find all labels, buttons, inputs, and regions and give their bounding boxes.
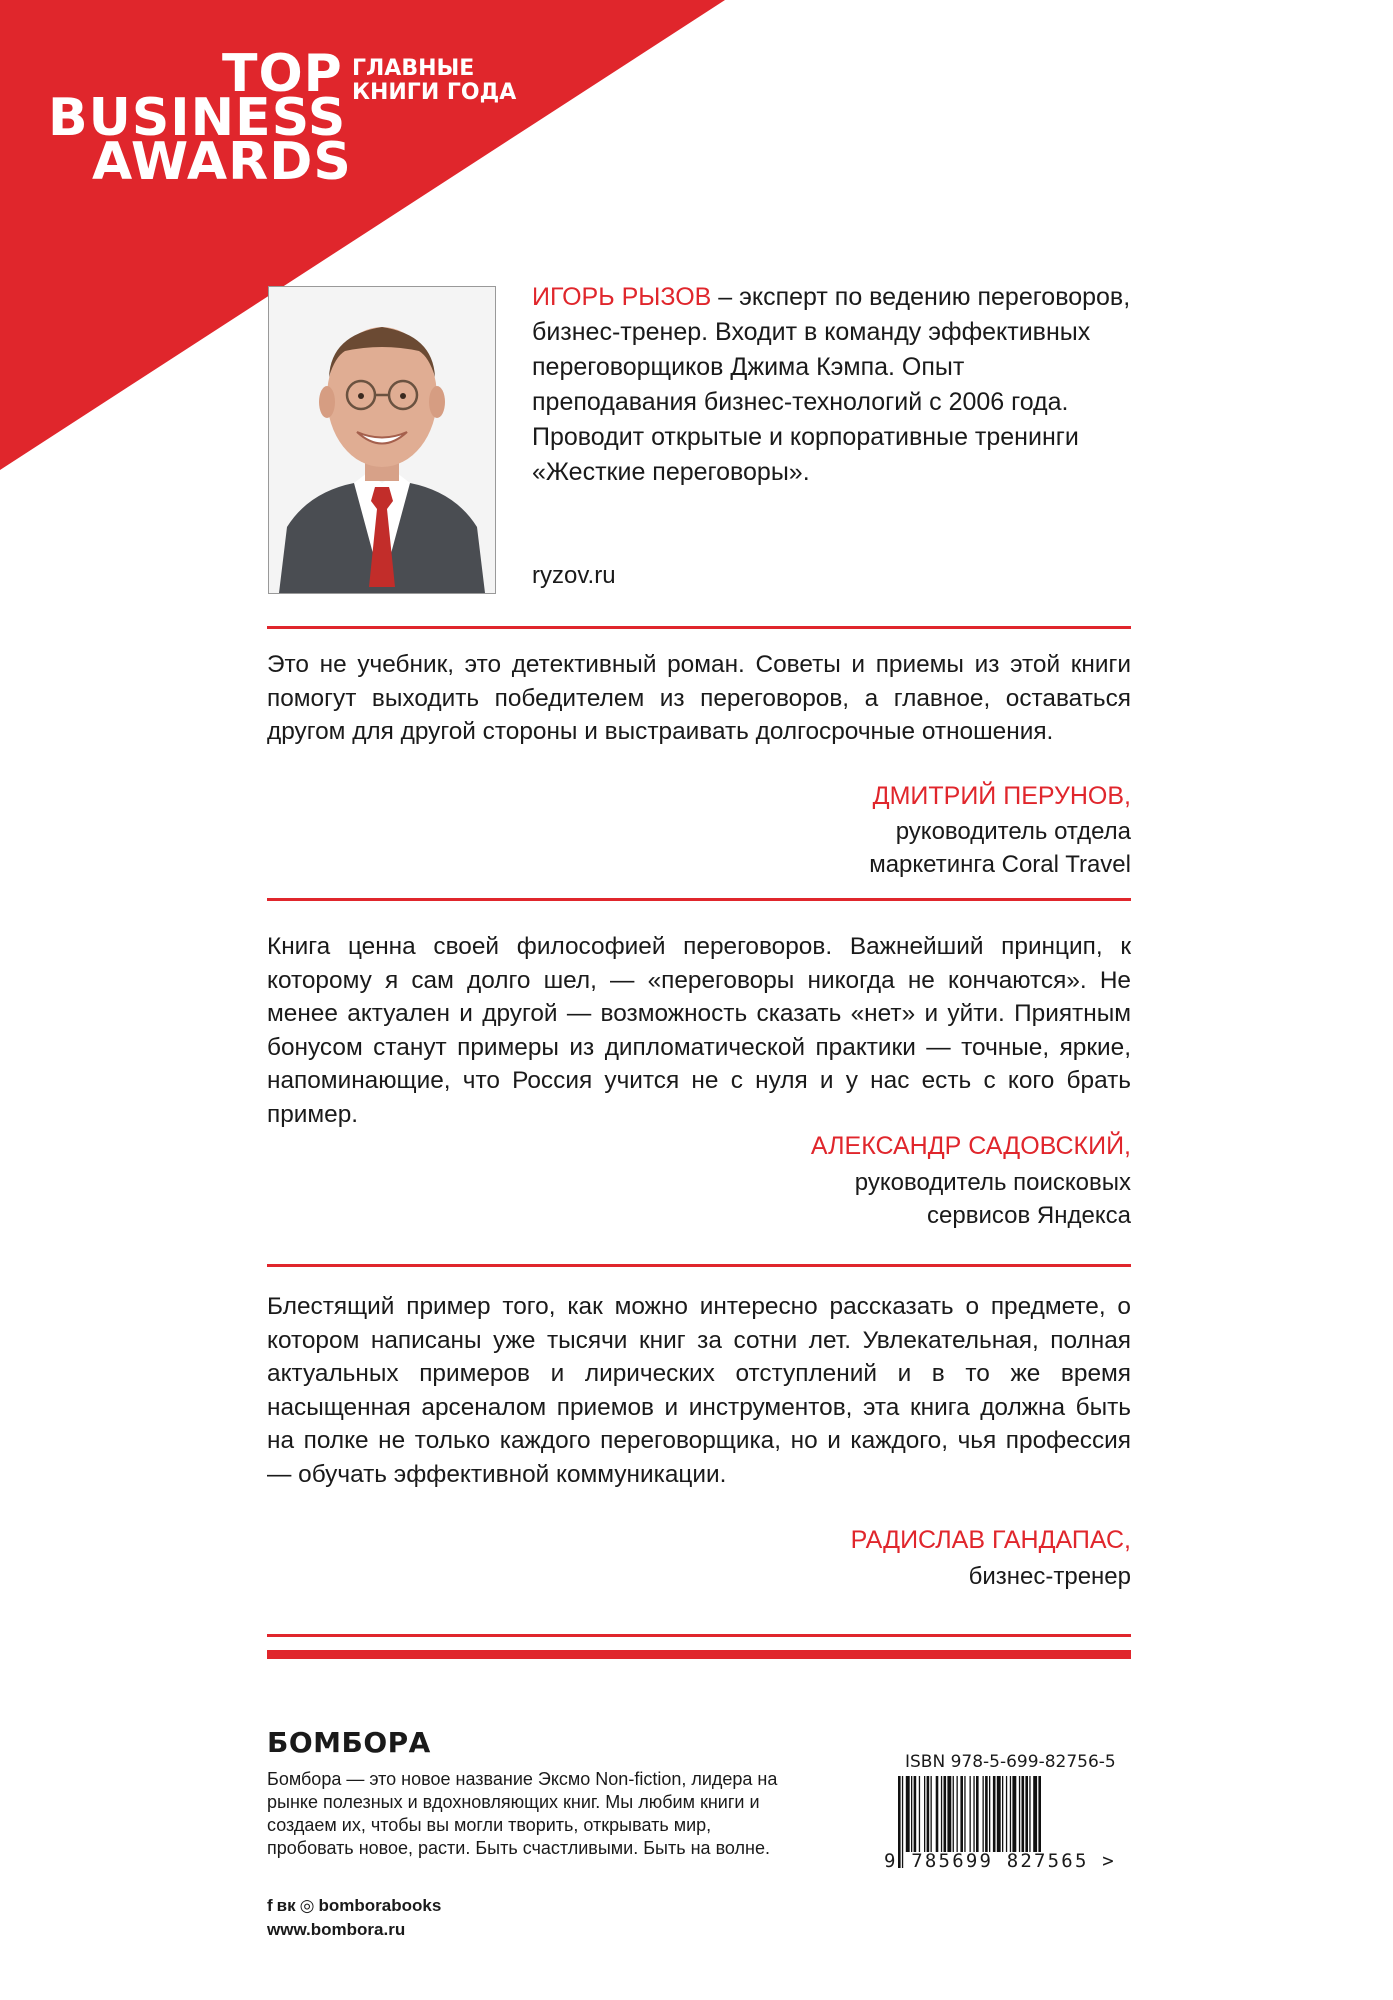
review-author-role: руководитель поисковых: [854, 1169, 1131, 1196]
review-author-name: ДМИТРИЙ ПЕРУНОВ,: [872, 782, 1131, 810]
instagram-icon[interactable]: ◎: [299, 1896, 315, 1915]
award-subtitle-line1: ГЛАВНЫЕ: [352, 56, 475, 81]
author-bio-text: – эксперт по ведению переговоров, бизнес-тренер. Входит в команду эффективных переговорщиков Джима Кэмпа. Опыт преподавания бизнес-технологий с 2006 года. Проводит открытые и корпоративные тренинги «Жесткие переговоры».: [532, 283, 1131, 486]
publisher-logo: БОМБОРА: [267, 1726, 431, 1759]
review-text: Книга ценна своей философией переговоров. Важнейший принцип, к которому я сам долго шел, — «переговоры никогда не кончаются». Не менее актуален и другой — возможность сказать «нет» и уйти. Приятным бонусом станут примеры из дипломатической практики — точные, яркие, напоминающие, что Россия учится не с нуля и у нас есть с кого брать пример.: [267, 933, 1131, 1128]
author-bio: [532, 280, 1132, 490]
divider-thick: [267, 1650, 1131, 1659]
review-author-role: руководитель отдела: [895, 818, 1131, 845]
award-subtitle-line2: КНИГИ ГОДА: [352, 80, 517, 105]
review-text: Это не учебник, это детективный роман. Советы и приемы из этой книги помогут выходить победителем из переговоров, а главное, оставаться другом для другой стороны и выстраивать долгосрочные отношения.: [267, 651, 1131, 745]
divider: [267, 1264, 1131, 1267]
social-links: [267, 1896, 441, 1916]
facebook-icon[interactable]: f: [267, 1896, 273, 1915]
isbn-number: ISBN 978-5-699-82756-5: [905, 1752, 1116, 1772]
author-website: ryzov.ru: [532, 562, 616, 589]
social-handle: bomborabooks: [318, 1896, 442, 1915]
review-author-role: сервисов Яндекса: [927, 1202, 1131, 1229]
publisher-description: Бомбора — это новое название Эксмо Non-fiction, лидера на рынке полезных и вдохновляющих книг. Мы любим книги и создаем их, чтобы вы могли творить, открывать мир, пробовать новое, расти. Быть счастливыми. Быть на волне.: [267, 1769, 778, 1858]
review-author-role: маркетинга Coral Travel: [869, 851, 1131, 878]
author-name: ИГОРЬ РЫЗОВ: [532, 283, 712, 311]
review-author-name: АЛЕКСАНДР САДОВСКИЙ,: [810, 1132, 1131, 1160]
barcode-digits: 9 785699 827565 >: [884, 1850, 1116, 1872]
publisher-website: www.bombora.ru: [267, 1920, 406, 1939]
award-title-business: BUSINESS: [48, 88, 347, 148]
review-author-role: бизнес-тренер: [968, 1563, 1131, 1590]
review-author-name: РАДИСЛАВ ГАНДАПАС,: [850, 1526, 1131, 1554]
vk-icon[interactable]: вк: [276, 1896, 296, 1915]
review-text: Блестящий пример того, как можно интересно рассказать о предмете, о котором написаны уже тысячи книг за сотни лет. Увлекательная, полная актуальных примеров и лирических отступлений и в то же время насыщенная арсеналом приемов и инструментов, эта книга должна быть на полке не только каждого переговорщика, но и каждого, чья профессия — обучать эффективной коммуникации.: [267, 1293, 1131, 1488]
divider: [267, 1634, 1131, 1637]
divider: [267, 898, 1131, 901]
author-photo: [268, 286, 496, 594]
award-title-awards: AWARDS: [92, 132, 352, 192]
award-title-top: TOP: [222, 44, 343, 104]
divider: [267, 626, 1131, 629]
